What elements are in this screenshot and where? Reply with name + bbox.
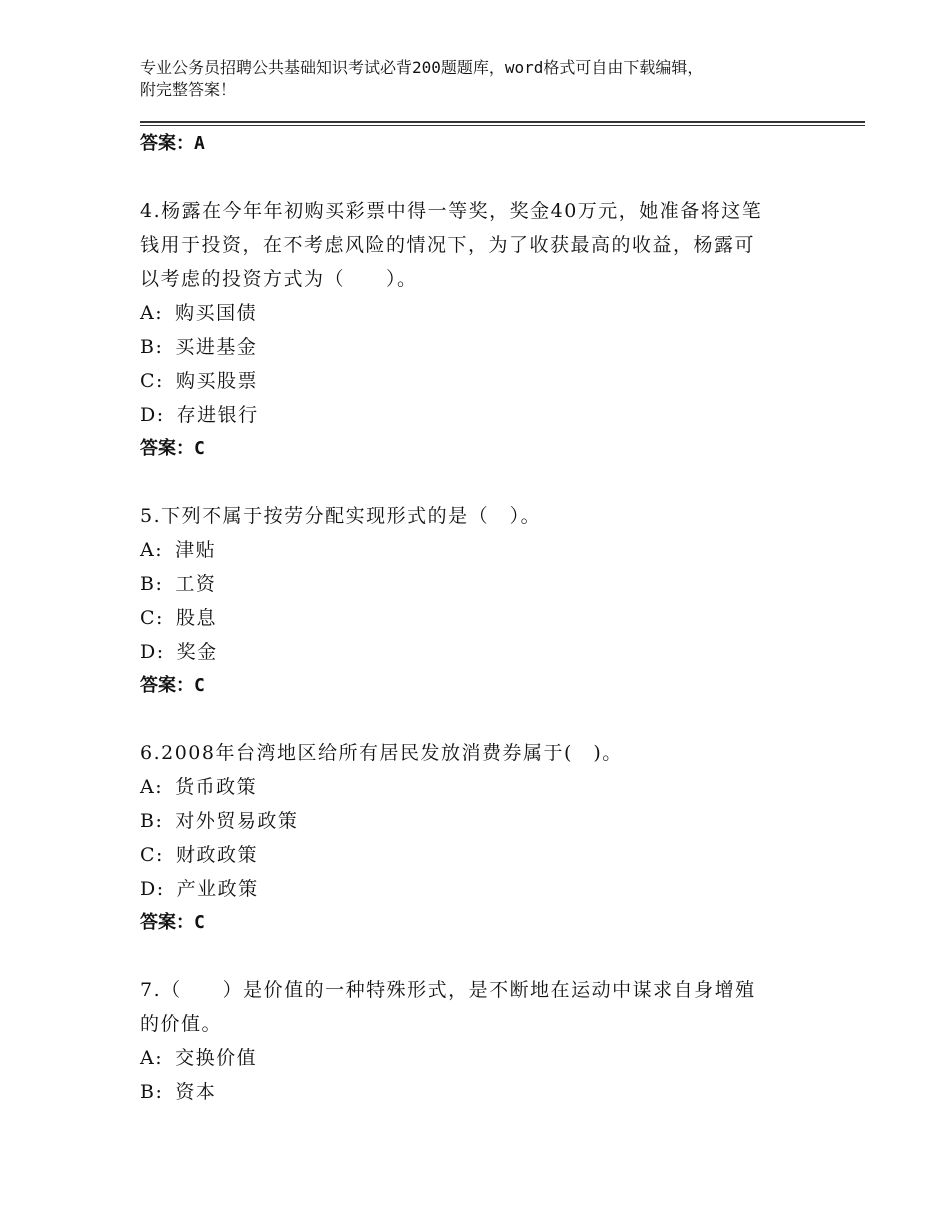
option-text: 对外贸易政策 <box>175 810 299 832</box>
question-stem-line: 6.2008年台湾地区给所有居民发放消费券属于( )。 <box>140 742 623 764</box>
question-block <box>140 736 840 939</box>
option-item <box>140 330 840 364</box>
option-letter: A: <box>140 539 164 561</box>
option-text: 工资 <box>175 573 217 595</box>
answer-line <box>140 669 840 702</box>
document-header <box>140 57 820 101</box>
option-text: 购买股票 <box>175 370 258 392</box>
question-list <box>140 194 840 1109</box>
option-text: 货币政策 <box>175 776 258 798</box>
answer-line <box>140 432 840 465</box>
option-item <box>140 601 840 635</box>
question-block <box>140 499 840 702</box>
option-letter: A: <box>140 1047 164 1069</box>
option-item <box>140 635 840 669</box>
option-letter: B: <box>140 1081 164 1103</box>
option-item <box>140 533 840 567</box>
option-letter: B: <box>140 810 164 832</box>
option-item <box>140 398 840 432</box>
question-stem-line: 7.（ ）是价值的一种特殊形式，是不断地在运动中谋求自身增殖 <box>140 979 756 1001</box>
header-line-1: 专业公务员招聘公共基础知识考试必背200题题库，word格式可自由下载编辑， <box>140 58 704 77</box>
answer-prefix: 答案： <box>140 133 194 154</box>
option-text: 产业政策 <box>176 878 259 900</box>
question-stem-line: 5.下列不属于按劳分配实现形式的是（ ）。 <box>140 505 542 527</box>
answer-prefix: 答案： <box>140 438 194 459</box>
option-text: 财政政策 <box>175 844 258 866</box>
option-letter: B: <box>140 573 164 595</box>
header-divider-thick <box>140 121 865 123</box>
question-stem <box>140 194 840 296</box>
document-body <box>140 127 840 1109</box>
option-item <box>140 364 840 398</box>
option-text: 资本 <box>175 1081 217 1103</box>
option-letter: C: <box>140 844 164 866</box>
option-letter: A: <box>140 776 164 798</box>
option-item <box>140 804 840 838</box>
option-item <box>140 872 840 906</box>
header-divider-thin <box>140 125 865 126</box>
question-stem-line: 以考虑的投资方式为（ ）。 <box>140 268 418 290</box>
question-block <box>140 973 840 1109</box>
answer-value: A <box>194 133 205 154</box>
option-item <box>140 770 840 804</box>
answer-value: C <box>194 438 205 459</box>
question-stem-line: 4.杨露在今年年初购买彩票中得一等奖，奖金40万元，她准备将这笔 <box>140 200 763 222</box>
option-text: 交换价值 <box>175 1047 258 1069</box>
answer-line <box>140 127 840 160</box>
question-block <box>140 194 840 465</box>
header-line-2: 附完整答案！ <box>140 80 237 99</box>
question-stem-line: 钱用于投资，在不考虑风险的情况下，为了收获最高的收益，杨露可 <box>140 234 756 256</box>
option-text: 股息 <box>175 607 217 629</box>
option-letter: D: <box>140 404 165 426</box>
answer-value: C <box>194 912 205 933</box>
option-letter: A: <box>140 302 164 324</box>
option-letter: D: <box>140 878 165 900</box>
answer-value: C <box>194 675 205 696</box>
option-letter: B: <box>140 336 164 358</box>
option-item <box>140 1041 840 1075</box>
option-text: 买进基金 <box>175 336 258 358</box>
option-letter: D: <box>140 641 165 663</box>
option-text: 购买国债 <box>175 302 258 324</box>
option-item <box>140 296 840 330</box>
option-item <box>140 1075 840 1109</box>
answer-prefix: 答案： <box>140 675 194 696</box>
question-stem-line: 的价值。 <box>140 1013 223 1035</box>
option-letter: C: <box>140 370 164 392</box>
question-stem <box>140 973 840 1041</box>
answer-line <box>140 906 840 939</box>
option-text: 津贴 <box>175 539 217 561</box>
question-stem <box>140 736 840 770</box>
option-text: 奖金 <box>176 641 218 663</box>
option-item <box>140 838 840 872</box>
option-item <box>140 567 840 601</box>
answer-prefix: 答案： <box>140 912 194 933</box>
question-stem <box>140 499 840 533</box>
option-text: 存进银行 <box>176 404 259 426</box>
option-letter: C: <box>140 607 164 629</box>
